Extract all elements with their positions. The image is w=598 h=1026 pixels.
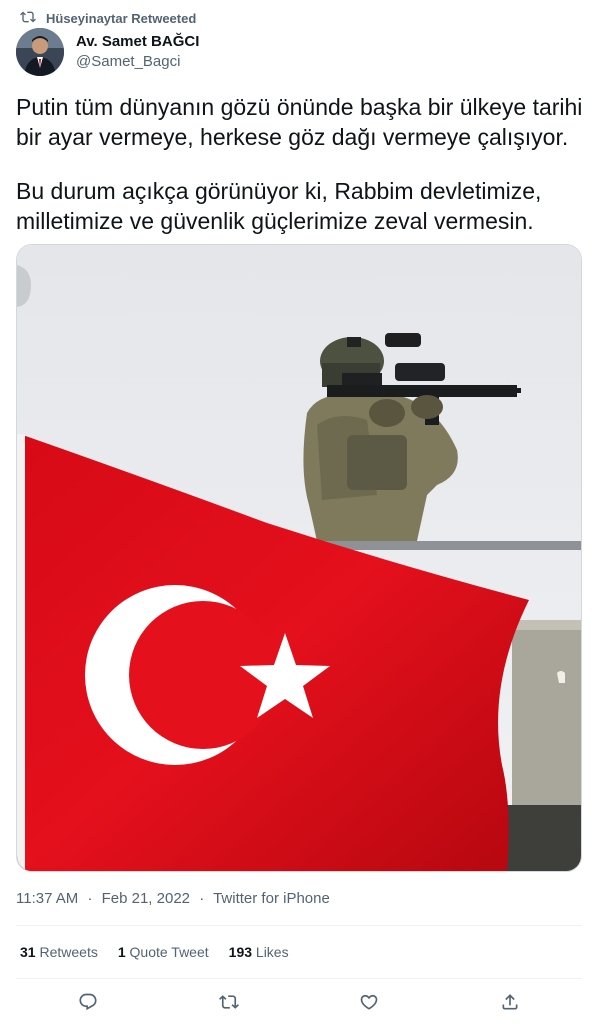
retweets-label: Retweets: [39, 944, 98, 960]
retweet-banner[interactable]: [20, 8, 196, 28]
meta-separator: ·: [199, 890, 205, 907]
tweet-client[interactable]: Twitter for iPhone: [213, 890, 330, 907]
tweet-date[interactable]: Feb 21, 2022: [101, 890, 191, 907]
quotes-count: 1: [117, 944, 126, 960]
tweet-paragraph: Putin tüm dünyanın gözü önünde başka bir ülkeye tarihi bir ayar vermeye, herkese göz dağı vermeye çalışıyor.: [16, 94, 583, 150]
photo-soldier-and-flag: [17, 245, 582, 872]
tweet-meta: [16, 890, 330, 907]
likes-label: Likes: [255, 944, 289, 960]
quotes-stat[interactable]: [118, 944, 209, 960]
retweet-icon: [20, 9, 36, 28]
likes-count: 193: [228, 944, 253, 960]
author-block[interactable]: [16, 28, 199, 76]
share-icon: [500, 992, 520, 1012]
retweet-banner-text: Hüseyinaytar Retweeted: [46, 10, 197, 26]
divider: [16, 925, 582, 926]
heart-icon: [359, 992, 379, 1012]
likes-stat[interactable]: [229, 944, 289, 960]
tweet-actions: [0, 990, 598, 1016]
tweet-photo[interactable]: [16, 244, 582, 872]
retweets-stat[interactable]: [20, 944, 98, 960]
reply-button[interactable]: [76, 990, 100, 1014]
author-name[interactable]: Av. Samet BAĞCI: [76, 33, 200, 50]
retweets-count: 31: [20, 944, 36, 960]
retweet-button[interactable]: [217, 990, 241, 1014]
tweet-paragraph: Bu durum açıkça görünüyor ki, Rabbim devletimize, milletimize ve güvenlik güçlerimize zeval vermesin.: [16, 178, 542, 234]
meta-separator: ·: [87, 890, 93, 907]
tweet-stats: [20, 944, 289, 960]
like-button[interactable]: [357, 990, 381, 1014]
reply-icon: [78, 992, 98, 1012]
tweet-time[interactable]: 11:37 AM: [16, 890, 79, 907]
quotes-label: Quote Tweet: [129, 944, 209, 960]
share-button[interactable]: [498, 990, 522, 1014]
divider: [16, 978, 582, 979]
tweet-text: [16, 92, 584, 236]
author-handle[interactable]: @Samet_Bagci: [76, 53, 181, 70]
retweet-icon: [219, 992, 239, 1012]
avatar[interactable]: [16, 28, 64, 76]
